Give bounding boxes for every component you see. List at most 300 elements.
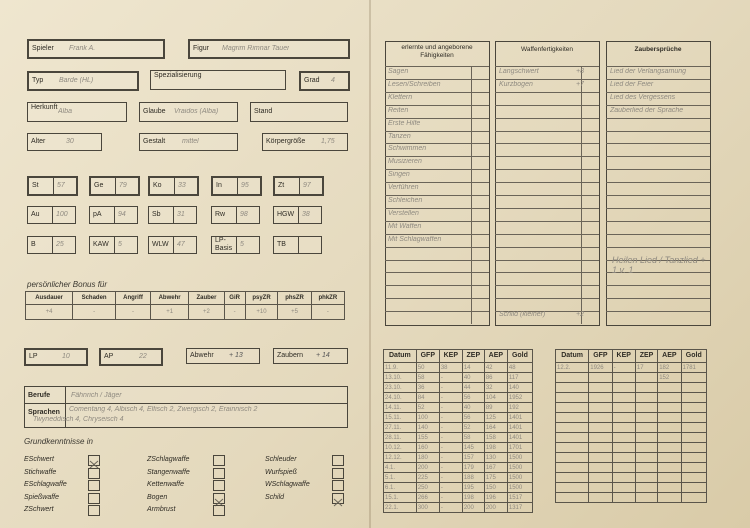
log-cell[interactable] [658,493,681,503]
log-cell[interactable]: - [439,473,462,483]
log-cell[interactable]: - [439,493,462,503]
log-row [384,503,533,513]
log-cell[interactable]: 42 [484,363,507,373]
stat-field-rw[interactable] [211,206,260,224]
log-cell[interactable] [681,463,706,473]
log-cell[interactable]: 11.9. [384,363,417,373]
log-cell[interactable] [612,403,635,413]
log-cell[interactable] [589,443,612,453]
bonus-value[interactable]: +10 [245,305,278,320]
log-cell[interactable] [556,463,589,473]
log-cell[interactable]: - [612,363,635,373]
log-cell[interactable]: - [439,443,462,453]
bonus-table [25,291,345,320]
learned-skill[interactable]: Mit Schlagwaffen [388,235,442,243]
log-cell[interactable]: 157 [462,453,484,463]
skill-row-line [495,260,599,261]
grade-label: Grad [304,77,320,84]
log-cell[interactable]: 12.2. [556,363,589,373]
stat-label: WLW [152,241,169,248]
figure-name-field[interactable] [188,39,350,59]
log-cell[interactable] [556,453,589,463]
weapon-skill[interactable]: Kurzbogen [499,80,533,88]
log-cell[interactable]: 198 [484,443,507,453]
log-cell[interactable] [658,473,681,483]
log-cell[interactable] [635,463,657,473]
log-cell[interactable] [589,403,612,413]
log-cell[interactable] [612,423,635,433]
log-cell[interactable] [612,473,635,483]
faith-field[interactable] [139,102,238,122]
log-cell[interactable]: 40 [462,373,484,383]
stat-label: TB [277,241,286,248]
log-cell[interactable] [681,483,706,493]
log-cell[interactable] [556,493,589,503]
log-cell[interactable]: 150 [484,483,507,493]
log-cell[interactable] [556,433,589,443]
weapon-checkbox[interactable] [88,505,100,516]
log-cell[interactable] [681,453,706,463]
log-row [556,483,707,493]
log-cell[interactable]: 1517 [507,493,532,503]
log-cell[interactable]: 36 [416,383,439,393]
stat-field-pa[interactable] [89,206,138,224]
learned-skill[interactable]: Singen [388,171,410,179]
spell-entry[interactable]: Lied der Verlangsamung [610,68,687,75]
log-cell[interactable]: 48 [507,363,532,373]
log-cell[interactable] [612,433,635,443]
log-cell[interactable] [658,483,681,493]
log-cell[interactable]: 56 [462,393,484,403]
log-cell[interactable]: 117 [507,373,532,383]
log-cell[interactable]: - [439,453,462,463]
log-cell[interactable] [681,493,706,503]
stat-value: 31 [177,211,185,218]
weapon-checkbox[interactable] [213,493,225,504]
log-cell[interactable] [612,463,635,473]
log-cell[interactable]: 14.11. [384,403,417,413]
log-cell[interactable]: 15.1. [384,493,417,503]
log-cell[interactable]: 1500 [507,463,532,473]
learned-skill[interactable]: Tanzen [388,132,411,140]
stat-field-kaw[interactable] [89,236,138,254]
log-cell[interactable] [635,383,657,393]
log-row [556,423,707,433]
log-cell[interactable]: 24.10. [384,393,417,403]
log-cell[interactable]: 266 [416,493,439,503]
log-cell[interactable]: 250 [416,483,439,493]
learned-skill[interactable]: Verführen [388,184,419,192]
log-cell[interactable]: 300 [416,503,439,513]
spell-entry[interactable]: Zauberlied der Sprache [610,106,684,114]
log-cell[interactable]: - [439,433,462,443]
log-cell[interactable]: 12.12. [384,453,417,463]
log-cell[interactable]: 5.1. [384,473,417,483]
log-cell[interactable] [589,433,612,443]
log-cell[interactable] [589,423,612,433]
bonus-value[interactable]: +2 [189,305,224,320]
log-cell[interactable]: 179 [462,463,484,473]
log-cell[interactable]: 1926 [589,363,612,373]
log-cell[interactable] [556,383,589,393]
log-cell[interactable]: 200 [484,503,507,513]
stat-field-in[interactable] [211,176,262,196]
log-cell[interactable]: 180 [416,453,439,463]
log-cell[interactable] [589,383,612,393]
skill-row-line [385,298,489,299]
log-cell[interactable] [589,473,612,483]
log-cell[interactable] [556,483,589,493]
log-cell[interactable] [635,443,657,453]
log-cell[interactable] [556,443,589,453]
skill-row-line [606,285,710,286]
weapon-checkbox[interactable] [332,455,344,466]
log-cell[interactable]: 167 [484,463,507,473]
log-cell[interactable] [556,473,589,483]
log-cell[interactable]: 145 [462,443,484,453]
learned-skill[interactable]: Mit Waffen [388,222,422,230]
stat-field-au[interactable] [27,206,76,224]
build-field[interactable] [139,133,238,151]
age-field[interactable] [27,133,102,151]
log-cell[interactable]: 17 [635,363,657,373]
log-cell[interactable]: 15.11. [384,413,417,423]
log-cell[interactable]: - [439,463,462,473]
log-cell[interactable]: - [439,413,462,423]
log-cell[interactable] [635,413,657,423]
log-cell[interactable]: 14 [462,363,484,373]
log-cell[interactable]: 198 [462,493,484,503]
log-row [384,473,533,483]
log-cell[interactable]: 86 [484,373,507,383]
log-cell[interactable]: 89 [484,403,507,413]
weapon-checkbox[interactable] [332,468,344,479]
stat-field-ge[interactable] [89,176,140,196]
log-cell[interactable] [681,473,706,483]
log-cell[interactable]: 152 [658,373,681,383]
log-row [384,443,533,453]
stat-value-box [298,237,321,253]
log-cell[interactable]: 28.11. [384,433,417,443]
log-cell[interactable]: 130 [484,453,507,463]
weapon-label-wurfspieß: Wurfspieß [265,468,297,476]
log-cell[interactable] [612,383,635,393]
lp-field[interactable] [24,348,88,366]
bonus-value[interactable]: - [224,305,245,320]
log-cell[interactable] [658,383,681,393]
weapon-checkbox[interactable] [332,493,344,504]
log-cell[interactable]: 192 [507,403,532,413]
weapon-skill[interactable]: Schild (kleiner) [499,311,546,318]
log-cell[interactable]: 6.1. [384,483,417,493]
log-cell[interactable] [681,403,706,413]
skill-row-line [385,118,489,119]
log-cell[interactable]: - [439,503,462,513]
skill-row-line [385,66,489,67]
log-cell[interactable] [681,443,706,453]
log-cell[interactable] [681,373,706,383]
log-cell[interactable]: 200 [462,503,484,513]
log-cell[interactable]: - [439,423,462,433]
log-cell[interactable]: - [439,483,462,493]
log-cell[interactable]: 100 [416,413,439,423]
learned-skill[interactable]: Schwimmen [388,145,427,153]
log-header-gfp: GFP [416,350,439,363]
bonus-value[interactable]: - [73,305,116,320]
pl-divider [25,403,347,404]
log-cell[interactable]: 13.10. [384,373,417,383]
log-cell[interactable] [556,403,589,413]
log-cell[interactable] [589,413,612,423]
log-cell[interactable]: - [439,403,462,413]
age-value: 30 [66,138,74,145]
log-cell[interactable] [681,383,706,393]
log-cell[interactable]: 10.12. [384,443,417,453]
skill-row-line [606,169,710,170]
stat-field-tb[interactable] [273,236,322,254]
stat-field-st[interactable] [27,176,78,196]
stat-field-ko[interactable] [148,176,199,196]
log-cell[interactable]: 56 [462,413,484,423]
weapon-skill-value: +8 [576,68,584,75]
log-cell[interactable] [635,493,657,503]
log-cell[interactable] [681,433,706,443]
log-cell[interactable] [589,493,612,503]
weapon-checkbox[interactable] [88,480,100,491]
skill-row-line [495,118,599,119]
weapon-checkbox[interactable] [88,455,100,466]
skill-row-line [606,195,710,196]
stat-value: 5 [118,241,122,248]
log-cell[interactable] [635,423,657,433]
log-cell[interactable] [658,413,681,423]
spell-entry[interactable]: Lied der Feier [610,80,654,88]
log-cell[interactable] [635,453,657,463]
spell-entry[interactable]: Lied des Vergessens [610,93,676,101]
log-cell[interactable]: - [439,383,462,393]
log-cell[interactable] [635,433,657,443]
learned-skill[interactable]: Musizieren [388,158,422,166]
log-cell[interactable] [658,453,681,463]
height-field[interactable] [262,133,348,151]
stat-value: 25 [56,241,64,248]
log-row [556,393,707,403]
log-row [556,413,707,423]
log-cell[interactable] [658,463,681,473]
log-cell[interactable]: - [439,373,462,383]
log-cell[interactable] [556,373,589,383]
log-cell[interactable]: 140 [507,383,532,393]
skill-row-line [385,79,489,80]
log-row [556,383,707,393]
log-cell[interactable]: 58 [416,373,439,383]
weapon-checkbox[interactable] [332,480,344,491]
stat-value-box [114,207,137,223]
log-cell[interactable]: - [439,393,462,403]
stat-value: 79 [119,182,127,189]
log-cell[interactable]: 200 [416,463,439,473]
log-cell[interactable] [681,393,706,403]
log-cell[interactable]: 1701 [507,443,532,453]
log-cell[interactable]: 1500 [507,453,532,463]
log-cell[interactable]: 182 [658,363,681,373]
log-cell[interactable] [658,393,681,403]
log-cell[interactable]: 38 [439,363,462,373]
log-cell[interactable] [635,483,657,493]
log-cell[interactable]: 27.11. [384,423,417,433]
stat-label: Ge [94,182,104,189]
log-cell[interactable] [658,403,681,413]
log-row [384,383,533,393]
learned-skill[interactable]: Schleichen [388,197,423,204]
learned-skill[interactable]: Verstellen [388,209,419,217]
learned-skill[interactable]: Lesen/Schreiben [388,80,441,88]
log-cell[interactable]: 195 [462,483,484,493]
log-cell[interactable]: 52 [462,423,484,433]
log-row [384,413,533,423]
weapon-checkbox[interactable] [213,480,225,491]
log-cell[interactable]: 1401 [507,423,532,433]
log-cell[interactable]: 175 [484,473,507,483]
log-cell[interactable] [589,453,612,463]
bonus-value[interactable]: +1 [150,305,188,320]
log-cell[interactable]: 1401 [507,433,532,443]
skill-row-line [495,105,599,106]
log-cell[interactable] [612,413,635,423]
log-cell[interactable]: 52 [416,403,439,413]
log-cell[interactable] [589,483,612,493]
weapon-checkbox[interactable] [213,468,225,479]
weapon-checkbox[interactable] [213,455,225,466]
skill-row-line [495,208,599,209]
stat-field-lpbasis[interactable] [211,236,260,254]
skill-row-line [495,285,599,286]
bonus-value[interactable]: - [116,305,151,320]
bonus-value[interactable]: +5 [278,305,311,320]
log-row [384,403,533,413]
skill-row-line [385,143,489,144]
log-cell[interactable]: 44 [462,383,484,393]
stat-field-hgw[interactable] [273,206,322,224]
stat-label: St [32,182,39,189]
log-cell[interactable]: 23.10. [384,383,417,393]
log-cell[interactable] [589,373,612,383]
log-cell[interactable] [612,453,635,463]
weapon-skill[interactable]: Langschwert [499,68,539,75]
log-cell[interactable]: 188 [462,473,484,483]
log-cell[interactable] [589,463,612,473]
log-cell[interactable]: 140 [416,423,439,433]
languages-value: Comentang 4, Albisch 4, Elfisch 2, Zwergisch 2, Erainnisch 2 [69,406,258,413]
grade-field[interactable] [299,71,350,91]
log-cell[interactable] [681,413,706,423]
bonus-header: GiR [224,292,245,305]
log-cell[interactable] [658,433,681,443]
skill-row-line [385,182,489,183]
log-cell[interactable]: 104 [484,393,507,403]
log-cell[interactable]: 1500 [507,483,532,493]
weapon-checkbox[interactable] [213,505,225,516]
log-cell[interactable] [635,473,657,483]
log-cell[interactable]: 22.1. [384,503,417,513]
log-cell[interactable] [556,413,589,423]
log-cell[interactable]: 1401 [507,413,532,423]
log-cell[interactable]: 40 [462,403,484,413]
log-cell[interactable]: 196 [484,493,507,503]
origin-label: Herkunft [31,104,58,111]
stat-value-box [236,237,259,253]
log-cell[interactable] [612,493,635,503]
log-cell[interactable] [589,393,612,403]
skill-row-line [495,79,599,80]
bonus-value[interactable]: +4 [26,305,73,320]
log-cell[interactable]: 58 [462,433,484,443]
log-cell[interactable] [612,393,635,403]
weapon-checkbox[interactable] [88,468,100,479]
stat-field-sb[interactable] [148,206,197,224]
log-cell[interactable]: 1500 [507,473,532,483]
log-cell[interactable]: 84 [416,393,439,403]
bonus-value[interactable]: - [311,305,344,320]
log-cell[interactable] [635,373,657,383]
log-cell[interactable] [635,393,657,403]
log-cell[interactable] [612,373,635,383]
log-cell[interactable]: 164 [484,423,507,433]
log-cell[interactable] [612,443,635,453]
stat-field-b[interactable] [27,236,76,254]
log-cell[interactable] [658,443,681,453]
learned-skill[interactable]: Erste Hilfe [388,119,421,127]
log-cell[interactable]: 160 [416,443,439,453]
log-cell[interactable]: 1781 [681,363,706,373]
specialization-field[interactable] [150,70,286,90]
ap-label: AP [104,353,114,360]
learned-skill[interactable]: Sagen [388,68,409,75]
log-cell[interactable]: 155 [416,433,439,443]
log-cell[interactable]: 225 [416,473,439,483]
weapon-checkbox[interactable] [88,493,100,504]
check-mark-icon [333,498,343,507]
log-cell[interactable] [635,403,657,413]
log-cell[interactable]: 1952 [507,393,532,403]
magic-field[interactable] [273,348,348,364]
log-cell[interactable] [658,423,681,433]
stat-field-zt[interactable] [273,176,324,196]
log-cell[interactable]: 125 [484,413,507,423]
log-cell[interactable]: 4.1. [384,463,417,473]
log-cell[interactable]: 50 [416,363,439,373]
log-cell[interactable] [556,423,589,433]
learned-skill[interactable]: Klettern [388,93,413,101]
stat-field-wlw[interactable] [148,236,197,254]
log-cell[interactable]: 1317 [507,503,532,513]
log-cell[interactable]: 32 [484,383,507,393]
weapon-label-stichwaffe: Stichwaffe [24,468,57,476]
status-field[interactable] [250,102,348,122]
player-name-field[interactable] [27,39,165,59]
ap-field[interactable] [99,348,163,366]
type-field[interactable] [27,71,139,91]
defense-field[interactable] [186,348,260,364]
skill-row-line [606,182,710,183]
stat-value-box [173,207,196,223]
log-cell[interactable] [681,423,706,433]
learned-skill[interactable]: Reiten [388,106,409,114]
origin-field[interactable] [27,102,127,122]
log-cell[interactable]: 158 [484,433,507,443]
log-cell[interactable] [612,483,635,493]
log-cell[interactable] [556,393,589,403]
